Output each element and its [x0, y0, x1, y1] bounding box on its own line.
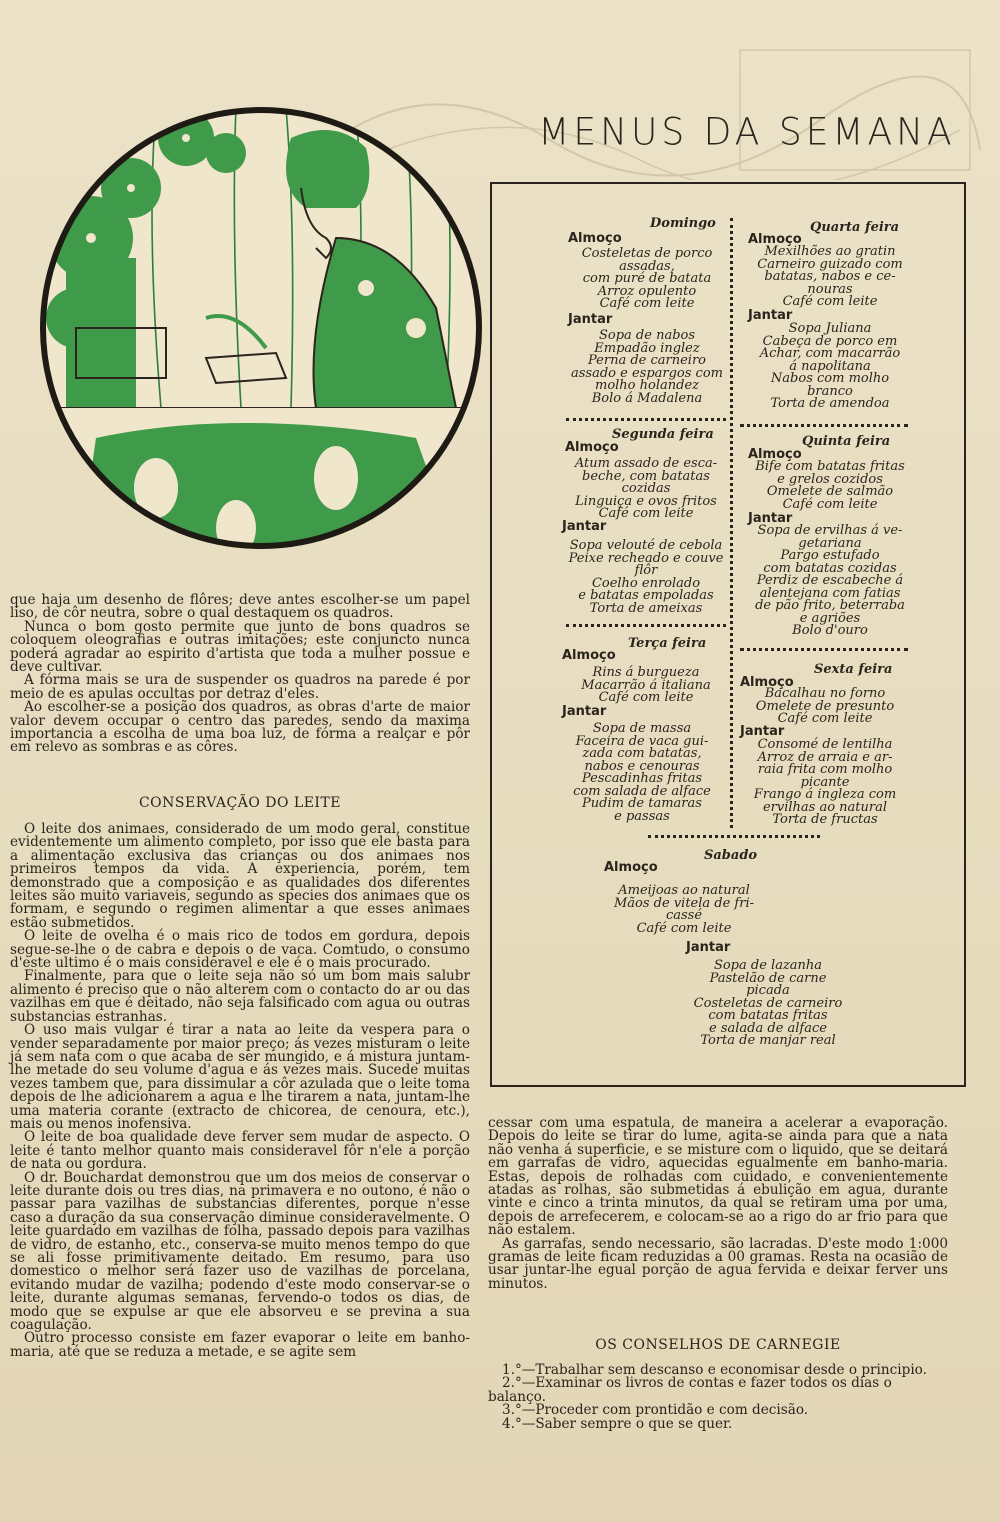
menu-day-title: Segunda feira — [612, 427, 714, 442]
paragraph: A fórma mais se ura de suspender os quadros na parede é por meio de es apulas occultas por detraz d'eles. — [10, 672, 470, 702]
article-conservacao — [10, 823, 470, 1359]
menu-jantar-dishes: Sopa de ervilhas á ve- getariana Pargo estufado com batatas cozidas Perdiz de escabeche á alentejana com fatias de pão frito, beterraba e agriões Bolo d'ouro — [755, 523, 905, 638]
menu-almoco-label: Almoço — [562, 648, 616, 663]
paragraph: O dr. Bouchardat demonstrou que um dos meios de conservar o leite durante dois ou tres dias, na primavera e no outono, é não o passar para vazilhas de substancias diferentes, porque n'esse caso a duração da sua conservação diminue consideravelmente. O leite guardado em vazilhas de folha, passado depois para vazilhas de vidro, de estanho, etc., conserva-se muito menos tempo do que se ali fosse primitivamente deitado. Em resumo, para uso domestico o melhor será fazer uso de vazilhas de porcelana, evitando mudar de vazilha; podendo d'este modo conservar-se o leite, durante algumas semanas, fervendo-o todos os dias, de modo que se expulse ar que ele absorveu e se previna a sua coagulação. — [10, 1169, 470, 1334]
list-item: 2.°—Examinar os livros de contas e fazer todos os dias o balanço. — [488, 1375, 892, 1405]
menu-day-title: Sabado — [704, 848, 758, 863]
menu-divider — [648, 835, 820, 838]
paragraph: Finalmente, para que o leite seja não só um bom mais salubr alimento é preciso que o não alterem com o contacto do ar ou das vazilhas em que é deitado, não seja falsificado com agua ou outras substancias estranhas. — [10, 968, 470, 1025]
paragraph: O leite dos animaes, considerado de um modo geral, constitue evidentemente um alimento completo, por isso que ele basta para a alimentação exclusiva das crianças ou dos animaes nos primeiros tempos da vida. A experiencia, porém, tem demonstrado que a composição e as qualidades dos diferentes leites são muito variaveis, segundo as species dos animaes que os formam, e segundo o regimen alimentar a que esses animaes estão submetidos. — [10, 821, 470, 931]
conselhos-list — [488, 1364, 948, 1431]
menu-almoco-dishes: Atum assado de esca- beche, com batatas cozidas Linguiça e ovos fritos Café com leite — [574, 456, 718, 521]
paragraph: que haja um desenho de flôres; deve antes escolher-se um papel liso, de côr neutra, sobre o qual destaquem os quadros. — [10, 592, 470, 622]
menu-jantar-dishes: Sopa Juliana Cabeça de porco em Achar, com macarrão á napolitana Nabos com molho branco Torta de amendoa — [759, 321, 901, 411]
paragraph: O leite de ovelha é o mais rico de todos em gordura, depois segue-se-lhe o de cabra e depois o de vaca. Comtudo, o consumo d'este ultimo é o mais consideravel e ele é o mais procurado. — [10, 928, 470, 972]
paragraph: O leite de boa qualidade deve ferver sem mudar de aspecto. O leite é tanto melhor quanto mais consideravel fôr n'ele a porção de nata ou gordura. — [10, 1129, 470, 1173]
paragraph: O uso mais vulgar é tirar a nata ao leite da vespera para o vender separadamente por maior preço; ás vezes misturam o leite já sem nata com o que acaba de ser mungido, e á mistura juntam-lhe metade do seu volume d'agua e ás vezes mais. Sucede muitas vezes tambem que, para dissimular a côr azulada que o leite toma depois de lhe adicionarem a agua e lhe tirarem a nata, juntam-lhe uma materia corante (extracto de chicorea, de cenoura, etc.), mais ou menos inofensiva. — [10, 1022, 470, 1132]
menu-almoco-label: Almoço — [740, 675, 794, 690]
list-item: 4.°—Saber sempre o que se quer. — [502, 1415, 733, 1432]
menu-day-title: Sexta feira — [814, 662, 893, 677]
paragraph: cessar com uma espatula, de maneira a acelerar a evaporação. Depois do leite se tirar do lume, agita-se ainda para que a nata não venha á superficie, e se misture com o liquido, que se deitará em garrafas de vidro, aquecidas egualmente em banho-maria. Estas, depois de rolhadas com cuidado, e convenientemente atadas as rolhas, são submetidas á ebulição em agua, durante vinte e cinco a trinta minutos, da qual se retiram uma por uma, depois de arrefecerem, e colocam-se ao a rigo do ar frio para que não estalem. — [488, 1115, 948, 1239]
menu-almoco-label: Almoço — [604, 860, 658, 875]
woman-writing-illustration — [36, 78, 486, 578]
paragraph: Nunca o bom gosto permite que junto de bons quadros se coloquem oleografias e outras imitações; este conjuncto nunca poderá agradar ao espirito d'artista que toda a mulher possue e deve cultivar. — [10, 618, 470, 676]
menu-almoco-dishes: Mexilhões ao gratin Carneiro guizado com batatas, nabos e ce- nouras Café com leite — [757, 244, 903, 309]
menu-jantar-dishes: Sopa velouté de cebola Peixe recheado e couve flôr Coelho enrolado e batatas empoladas Torta de ameixas — [568, 538, 724, 616]
menu-jantar-dishes: Sopa de lazanha Pastelão de carne picada Costeletas de carneiro com batatas fritas e salada de alface Torta de manjar real — [693, 958, 843, 1048]
menu-day-title: Terça feira — [628, 636, 707, 651]
article-continuation — [488, 1117, 948, 1291]
menu-jantar-label: Jantar — [748, 308, 793, 323]
list-item: 1.°—Trabalhar sem descanso e economisar desde o principio. — [502, 1362, 927, 1378]
menu-jantar-dishes: Sopa de nabos Empadão inglez Perna de carneiro assado e espargos com molho holandez Bolo á Madalena — [571, 328, 723, 406]
menu-jantar-label: Jantar — [686, 940, 731, 955]
menu-divider — [740, 648, 908, 651]
menu-jantar-dishes: Consomé de lentilha Arroz de arraia e ar- raia frita com molho picante Frango á ingleza com ervilhas ao natural Torta de fructas — [753, 737, 897, 827]
menu-divider — [566, 418, 726, 421]
menu-divider — [740, 424, 908, 427]
paragraph: As garrafas, sendo necessario, são lacradas. D'este modo 1:000 gramas de leite ficam reduzidas a 00 gramas. Resta na ocasião de usar juntar-lhe egual porção de agua fervida e deixar ferver uns minutos. — [488, 1235, 948, 1292]
menu-almoco-label: Almoço — [568, 231, 622, 246]
menu-day-title: Quarta feira — [810, 220, 900, 235]
menu-almoco-dishes: Costeletas de porco assadas, com puré de batata Arroz opulento Café com leite — [581, 246, 713, 311]
menu-jantar-label: Jantar — [748, 511, 793, 526]
section-heading: OS CONSELHOS DE CARNEGIE — [595, 1337, 841, 1353]
menu-day-title: Domingo — [650, 216, 716, 231]
menu-almoco-dishes: Rins á burgueza Macarrão á italiana Café com leite — [581, 665, 711, 705]
menu-jantar-label: Jantar — [740, 724, 785, 739]
menu-jantar-dishes: Sopa de massa Faceira de vaca gui- zada com batatas, nabos e cenouras Pescadinhas fritas com salada de alface Pudim de tamaras e passas — [573, 721, 711, 824]
menu-almoco-label: Almoço — [565, 440, 619, 455]
list-item: 3.°—Proceder com prontidão e com decisão. — [502, 1402, 809, 1419]
menu-jantar-label: Jantar — [562, 519, 607, 534]
menu-almoco-dishes: Ameijoas ao natural Mãos de vitela de fri- cassé Café com leite — [613, 883, 755, 936]
menu-day-title: Quinta feira — [802, 434, 891, 449]
paragraph: Ao escolher-se a posição dos quadros, as obras d'arte de maior valor devem occupar o centro das paredes, sendo da maxima importancia a escolha de uma boa luz, de fórma a realçar e pôr em relevo as sombras e as côres. — [10, 699, 470, 756]
menus-masthead: MENUS DA SEMANA — [538, 110, 956, 155]
menu-divider — [566, 624, 726, 627]
menu-almoco-dishes: Bife com batatas fritas e grelos cozidos Omelete de salmão Café com leite — [755, 459, 905, 512]
section-heading: CONSERVAÇÃO DO LEITE — [138, 795, 342, 811]
menu-almoco-dishes: Bacalhau no forno Omelete de presunto Café com leite — [755, 686, 895, 726]
menu-almoco-label: Almoço — [748, 232, 802, 247]
menu-jantar-label: Jantar — [562, 704, 607, 719]
menu-almoco-label: Almoço — [748, 447, 802, 462]
article-intro — [10, 594, 470, 755]
paragraph: Outro processo consiste em fazer evaporar o leite em banho-maria, até que se reduza a metade, e se agite sem — [10, 1330, 470, 1360]
menu-jantar-label: Jantar — [568, 312, 613, 327]
